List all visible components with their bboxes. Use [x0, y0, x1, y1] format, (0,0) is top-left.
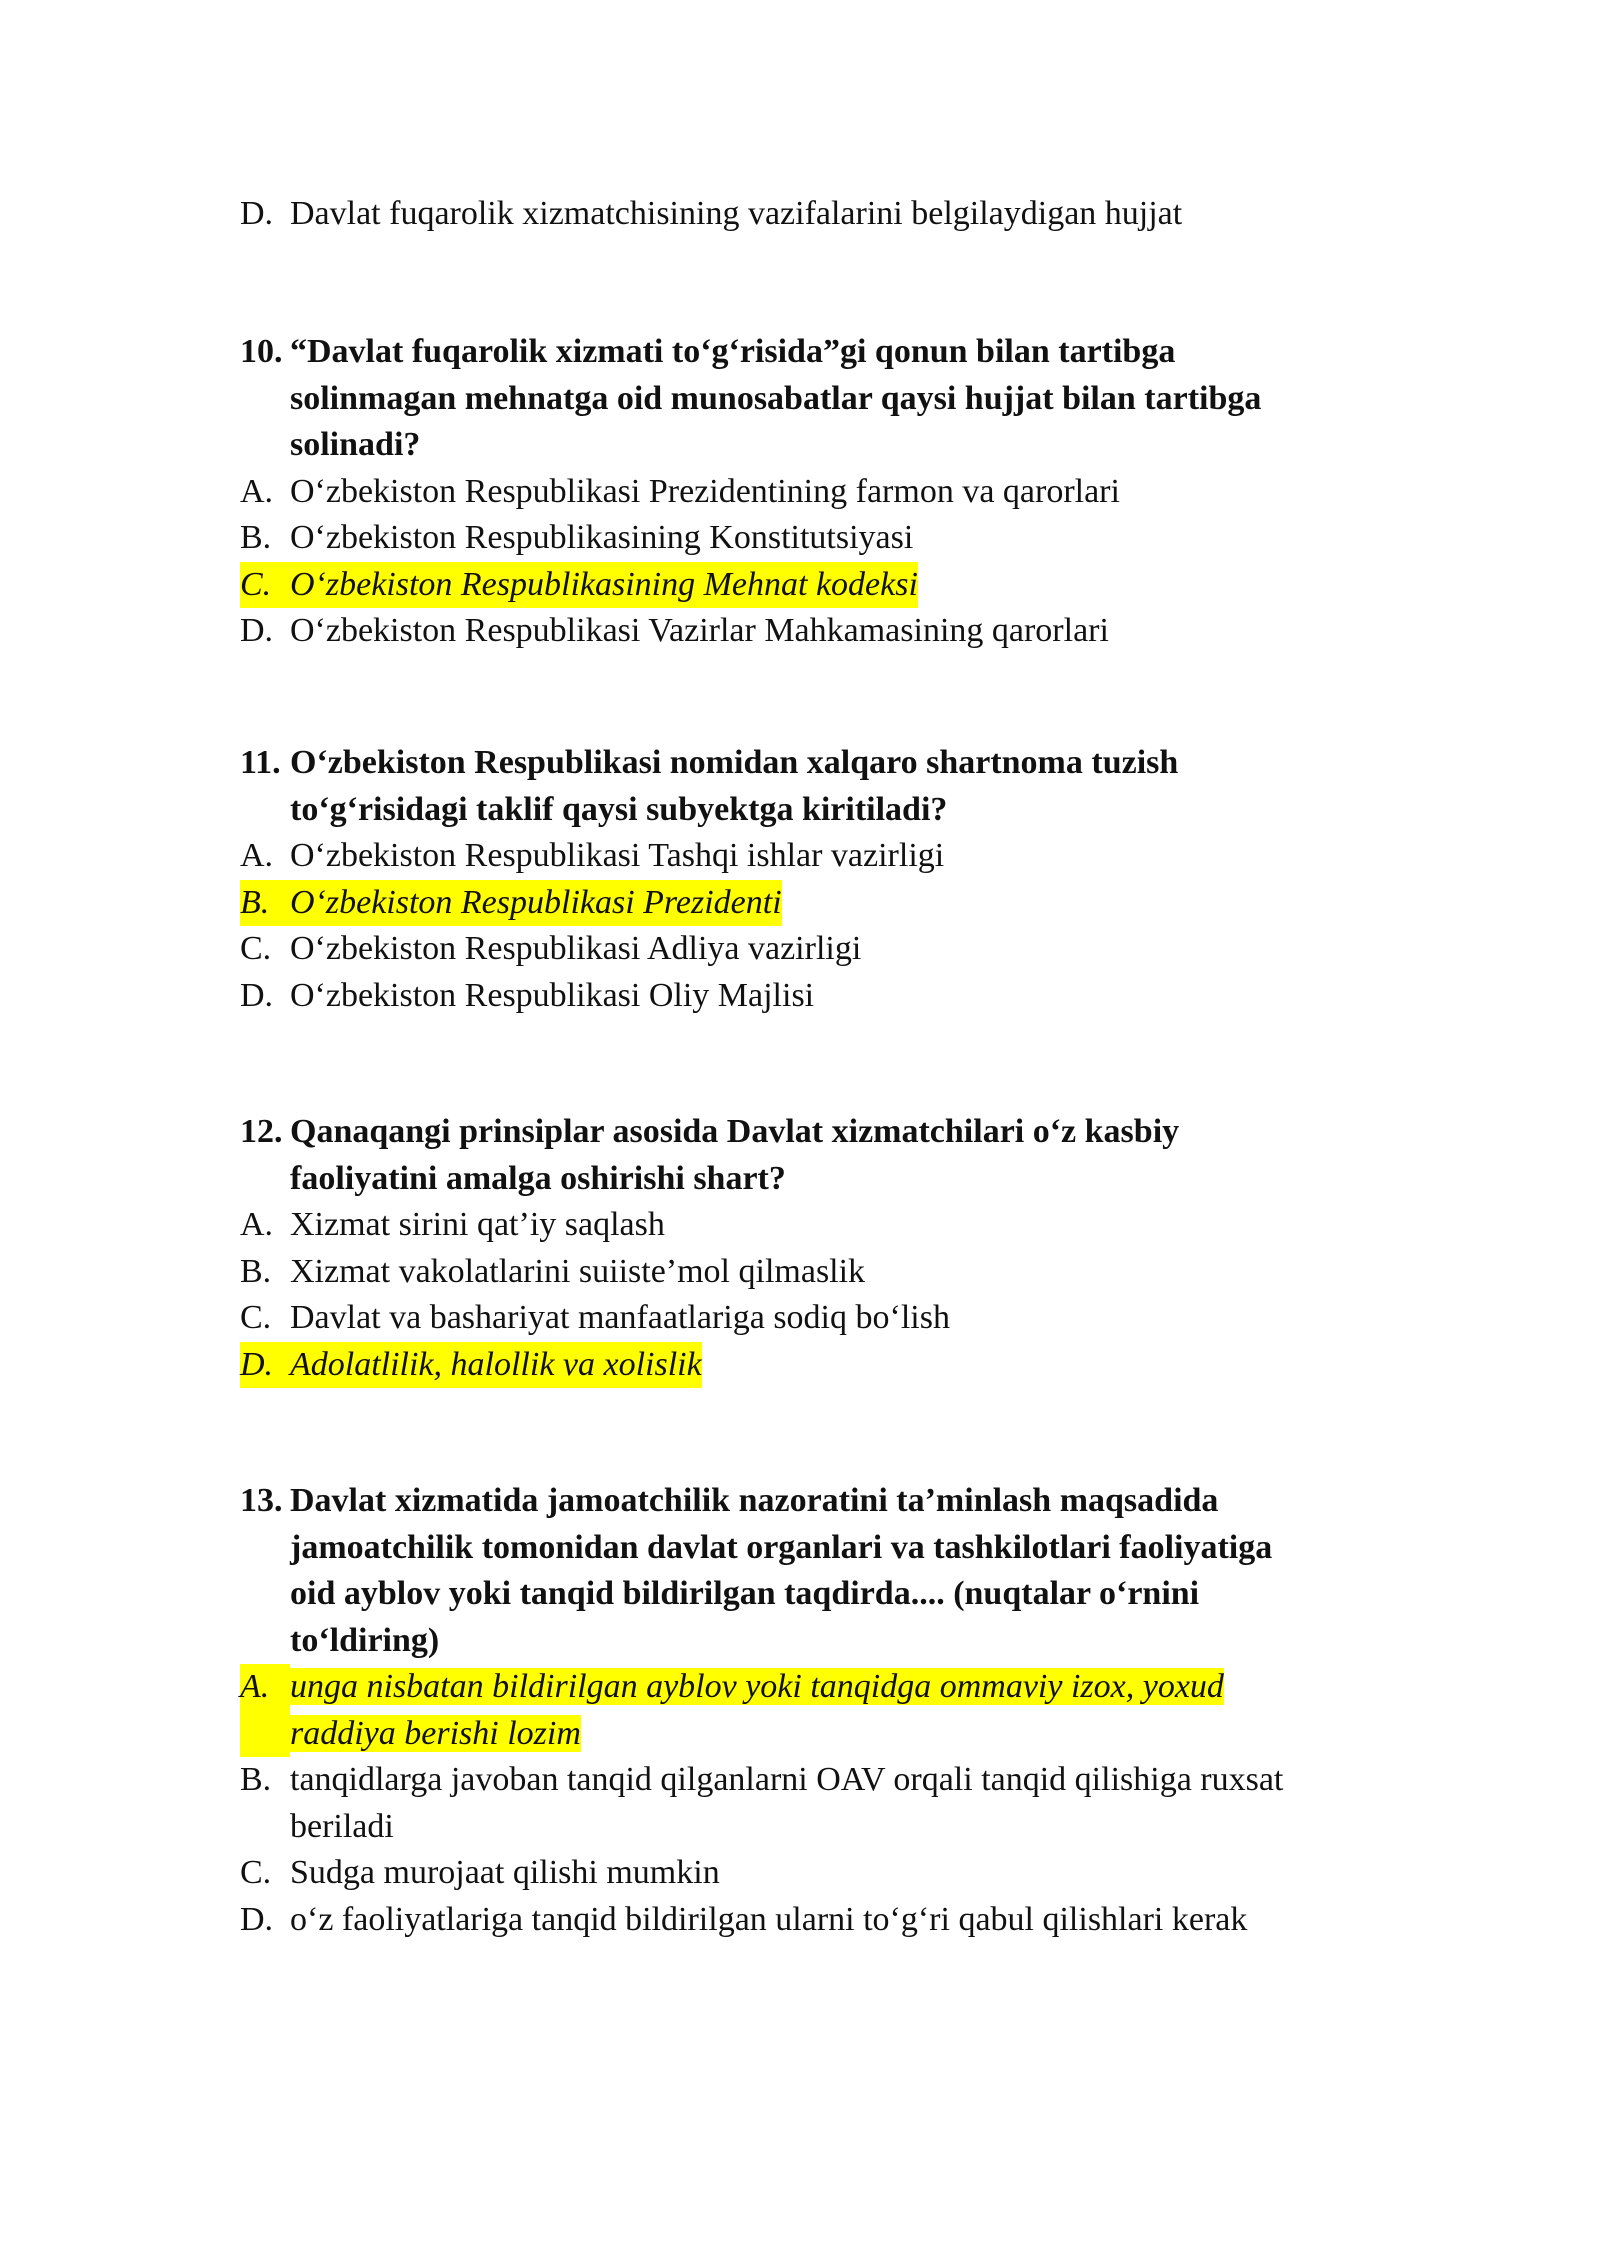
question-12 — [240, 1109, 1420, 1388]
option-text: Xizmat vakolatlarini suiiste’mol qilmaslik — [290, 1252, 866, 1290]
option-a — [240, 469, 1420, 516]
option-d-correct — [240, 1342, 1420, 1389]
option-letter: D. — [240, 1900, 274, 1938]
option-text: Davlat fuqarolik xizmatchisining vazifalarini belgilaydigan hujjat — [290, 195, 1183, 232]
option-text: O‘zbekiston Respublikasi Prezidentining farmon va qarorlari — [290, 472, 1120, 510]
option-letter: A. — [240, 472, 274, 510]
question-11 — [240, 740, 1420, 1019]
option-letter: A. — [240, 1664, 290, 1757]
question-number: 10. — [240, 333, 283, 370]
question-number: 12. — [240, 1113, 283, 1150]
option-a — [240, 1202, 1420, 1249]
carryover-option — [240, 191, 1420, 238]
option-text: Adolatlilik, halollik va xolislik — [290, 1345, 702, 1383]
question-line: solinmagan mehnatga oid munosabatlar qaysi hujjat bilan tartibga — [290, 379, 1262, 417]
option-letter: C. — [240, 1854, 272, 1891]
option-text-line: raddiya berishi lozim — [290, 1714, 581, 1752]
option-text: O‘zbekiston Respublikasi Oliy Majlisi — [290, 976, 815, 1014]
question-line: to‘g‘risidagi taklif qaysi subyektga kiritiladi? — [290, 790, 948, 828]
option-letter: B. — [240, 1252, 272, 1290]
option-letter: A. — [240, 837, 274, 874]
question-10 — [240, 329, 1420, 655]
option-d — [240, 1897, 1420, 1944]
question-line: O‘zbekiston Respublikasi nomidan xalqaro shartnoma tuzish — [290, 744, 1179, 781]
option-text: O‘zbekiston Respublikasining Konstitutsiyasi — [290, 519, 914, 556]
option-d — [240, 973, 1420, 1020]
question-number: 13. — [240, 1482, 283, 1519]
option-b — [240, 1249, 1420, 1296]
option-text-line: tanqidlarga javoban tanqid qilganlarni OAV orqali tanqid qilishiga ruxsat — [290, 1761, 1284, 1798]
question-line: oid ayblov yoki tanqid bildirilgan taqdirda.... (nuqtalar o‘rnini — [290, 1575, 1200, 1612]
option-text-line: beriladi — [290, 1807, 394, 1845]
option-text: O‘zbekiston Respublikasi Tashqi ishlar vazirligi — [290, 837, 945, 874]
question-heading — [240, 329, 1420, 469]
option-text: Sudga murojaat qilishi mumkin — [290, 1854, 720, 1891]
option-letter: A. — [240, 1206, 274, 1243]
option-a-correct — [240, 1664, 1420, 1757]
question-line: jamoatchilik tomonidan davlat organlari va tashkilotlari faoliyatiga — [290, 1528, 1273, 1566]
question-line: Davlat xizmatida jamoatchilik nazoratini ta’minlash maqsadida — [290, 1482, 1219, 1519]
question-line: faoliyatini amalga oshirishi shart? — [290, 1159, 786, 1197]
option-d — [240, 608, 1420, 655]
option-b-correct — [240, 880, 1420, 927]
option-b — [240, 515, 1420, 562]
option-letter: B. — [240, 519, 272, 556]
question-line: Qanaqangi prinsiplar asosida Davlat xizmatchilari o‘z kasbiy — [290, 1113, 1180, 1150]
option-letter: C. — [240, 565, 272, 603]
option-text: O‘zbekiston Respublikasining Mehnat kodeksi — [290, 565, 918, 603]
option-text: O‘zbekiston Respublikasi Adliya vazirligi — [290, 930, 862, 967]
option-letter: B. — [240, 883, 270, 921]
option-c — [240, 926, 1420, 973]
question-line: to‘ldiring) — [290, 1621, 440, 1659]
option-b — [240, 1757, 1420, 1850]
question-heading — [240, 1478, 1420, 1664]
question-line: solinadi? — [290, 426, 421, 463]
option-letter: C. — [240, 930, 272, 967]
question-heading — [240, 1109, 1420, 1202]
option-text: Xizmat sirini qat’iy saqlash — [290, 1206, 665, 1243]
option-text: o‘z faoliyatlariga tanqid bildirilgan ularni to‘g‘ri qabul qilishlari kerak — [290, 1900, 1248, 1938]
option-text: O‘zbekiston Respublikasi Prezidenti — [290, 883, 782, 921]
question-number: 11. — [240, 744, 281, 781]
option-letter: D. — [240, 976, 274, 1014]
question-13 — [240, 1478, 1420, 1943]
option-text: O‘zbekiston Respublikasi Vazirlar Mahkamasining qarorlari — [290, 612, 1109, 649]
option-c — [240, 1295, 1420, 1342]
option-letter: D. — [240, 195, 274, 232]
option-text: Davlat va bashariyat manfaatlariga sodiq bo‘lish — [290, 1299, 950, 1336]
question-line: “Davlat fuqarolik xizmati to‘g‘risida”gi qonun bilan tartibga — [290, 333, 1176, 370]
option-letter: C. — [240, 1299, 272, 1336]
question-heading — [240, 740, 1420, 833]
option-text-line: unga nisbatan bildirilgan ayblov yoki tanqidga ommaviy izox, yoxud — [290, 1668, 1224, 1705]
option-letter: D. — [240, 612, 274, 649]
option-letter: B. — [240, 1761, 272, 1798]
option-a — [240, 833, 1420, 880]
option-letter: D. — [240, 1345, 274, 1383]
option-c-correct — [240, 562, 1420, 609]
option-c — [240, 1850, 1420, 1897]
